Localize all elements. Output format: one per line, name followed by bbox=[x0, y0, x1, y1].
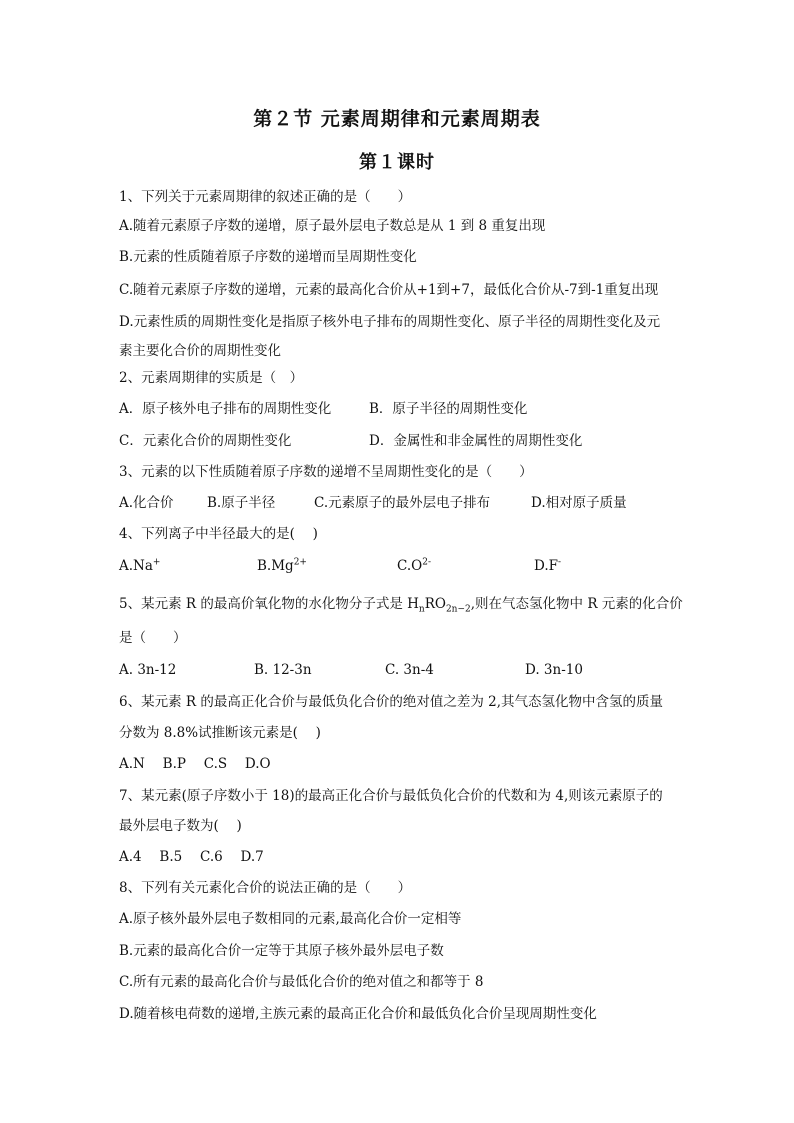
question-2-stem: 2、元素周期律的实质是（ ） bbox=[119, 370, 304, 386]
question-8-stem: 8、下列有关元素化合价的说法正确的是（ ） bbox=[119, 880, 412, 896]
question-5-option-a: A. 3n-12 bbox=[119, 662, 177, 678]
question-5-stem-line2: 是（ ） bbox=[119, 630, 187, 646]
option-c-formula: C.O bbox=[397, 558, 423, 574]
question-2-options-row2 bbox=[119, 431, 679, 451]
option-c-charge: 2- bbox=[422, 557, 431, 568]
question-6-options: A.N B.P C.S D.O bbox=[119, 756, 271, 772]
question-8-option-d: D.随着核电荷数的递增,主族元素的最高正化合价和最低负化合价呈现周期性变化 bbox=[119, 1006, 597, 1022]
question-5-options-row bbox=[119, 660, 679, 680]
question-3-options-row bbox=[119, 493, 679, 513]
question-1-option-d-line1: D.元素性质的周期性变化是指原子核外电子排布的周期性变化、原子半径的周期性变化及元 bbox=[119, 314, 661, 330]
question-3-option-c: C.元素原子的最外层电子排布 bbox=[314, 495, 491, 511]
question-1-stem: 1、下列关于元素周期律的叙述正确的是（ ） bbox=[119, 189, 412, 205]
question-6-stem-line2: 分数为 8.8%试推断该元素是( ) bbox=[119, 725, 321, 741]
option-d-formula: D.F bbox=[534, 558, 559, 574]
question-5-option-d: D. 3n-10 bbox=[525, 662, 583, 678]
question-2-option-b: B．原子半径的周期性变化 bbox=[369, 401, 528, 417]
question-4-option-d bbox=[534, 556, 561, 576]
question-1-option-a: A.随着元素原子序数的递增，原子最外层电子数总是从 1 到 8 重复出现 bbox=[119, 218, 546, 234]
question-3-option-d: D.相对原子质量 bbox=[531, 495, 627, 511]
question-2-option-a: A．原子核外电子排布的周期性变化 bbox=[119, 401, 332, 417]
question-4-stem: 4、下列离子中半径最大的是( ) bbox=[119, 526, 318, 542]
question-3-option-b: B.原子半径 bbox=[207, 495, 276, 511]
lesson-subtitle: 第１课时 bbox=[359, 152, 435, 173]
question-1-option-b: B.元素的性质随着原子序数的递增而呈周期性变化 bbox=[119, 249, 417, 265]
option-a-formula: A.Na bbox=[119, 558, 153, 574]
question-3-option-a: A.化合价 bbox=[119, 495, 174, 511]
question-4-options-row bbox=[119, 556, 679, 576]
option-b-formula: B.Mg bbox=[257, 558, 294, 574]
question-8-option-a: A.原子核外最外层电子数相同的元素,最高化合价一定相等 bbox=[119, 911, 462, 927]
option-d-charge: - bbox=[558, 557, 562, 568]
question-8-option-b: B.元素的最高化合价一定等于其原子核外最外层电子数 bbox=[119, 943, 444, 959]
question-5-option-c: C. 3n-4 bbox=[385, 662, 434, 678]
question-8-option-c: C.所有元素的最高化合价与最低化合价的绝对值之和都等于 8 bbox=[119, 974, 484, 990]
question-4-option-c bbox=[397, 556, 431, 576]
question-2-option-c: C．元素化合价的周期性变化 bbox=[119, 433, 292, 449]
question-7-options: A.4 B.5 C.6 D.7 bbox=[119, 849, 264, 865]
question-1-option-c: C.随着元素原子序数的递增，元素的最高化合价从+1到+7，最低化合价从-7到-1重复出现 bbox=[119, 282, 659, 298]
option-b-charge: 2+ bbox=[293, 557, 307, 568]
question-2-option-d: D．金属性和非金属性的周期性变化 bbox=[369, 433, 583, 449]
question-5-option-b: B. 12-3n bbox=[254, 662, 312, 678]
question-1-option-d-line2: 素主要化合价的周期性变化 bbox=[119, 343, 281, 359]
question-7-stem-line2: 最外层电子数为( ) bbox=[119, 818, 242, 834]
question-6-stem-line1: 6、某元素 R 的最高正化合价与最低负化合价的绝对值之差为 2,其气态氢化物中含氢的质量 bbox=[119, 694, 664, 710]
question-4-option-a bbox=[119, 556, 160, 576]
question-2-options-row1 bbox=[119, 399, 679, 419]
q5-sub-n: n bbox=[418, 604, 425, 615]
q5-sub-2n-2: 2n−2 bbox=[445, 604, 471, 615]
q5-formula-mid: RO bbox=[424, 596, 446, 612]
question-7-stem-line1: 7、某元素(原子序数小于 18)的最高正化合价与最低负化合价的代数和为 4,则该元素原子的 bbox=[119, 788, 663, 804]
question-5-stem-line1 bbox=[119, 594, 683, 615]
q5-stem-post: ,则在气态氢化物中 R 元素的化合价 bbox=[470, 596, 683, 612]
question-3-stem: 3、元素的以下性质随着原子序数的递增不呈周期性变化的是（ ） bbox=[119, 464, 533, 480]
question-4-option-b bbox=[257, 556, 307, 576]
section-title: 第２节 元素周期律和元素周期表 bbox=[253, 108, 541, 130]
q5-stem-pre: 5、某元素 R 的最高价氧化物的水化物分子式是 H bbox=[119, 596, 419, 612]
option-a-charge: + bbox=[152, 557, 161, 568]
